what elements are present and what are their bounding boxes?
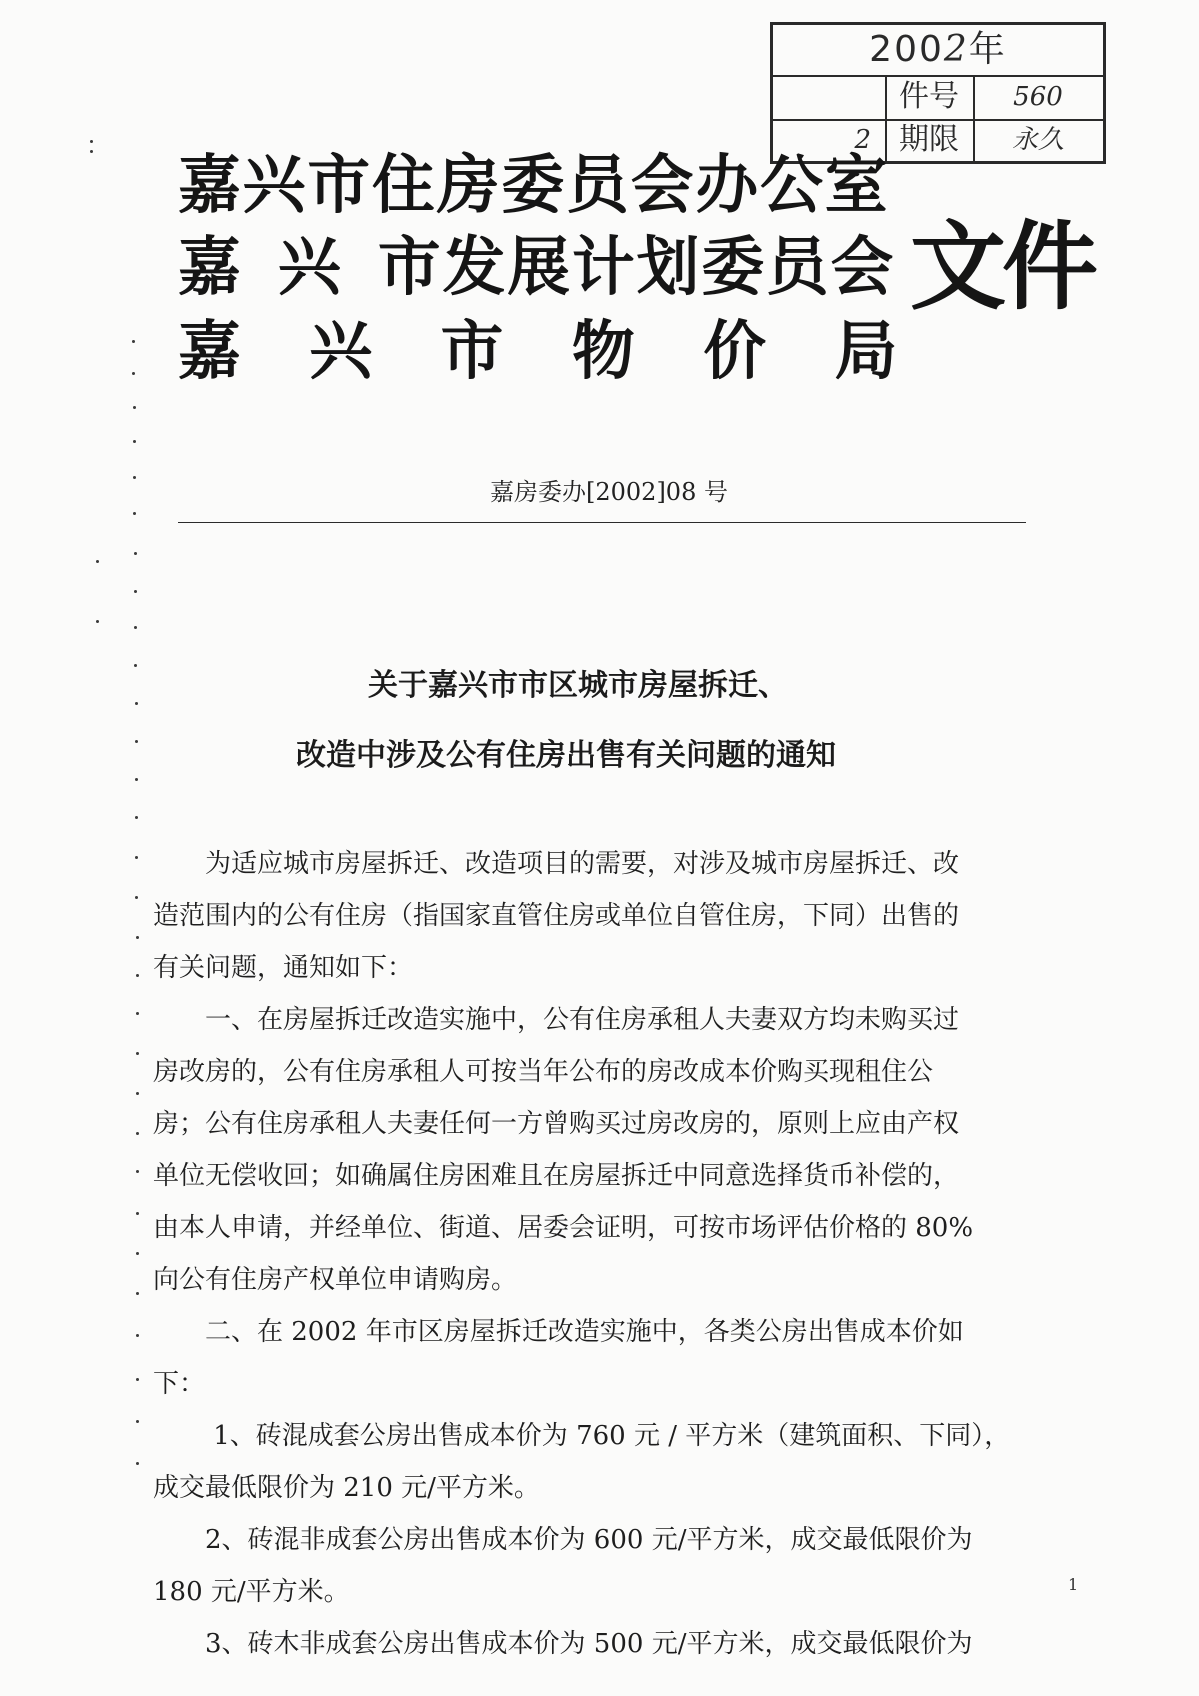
binding-mark xyxy=(135,856,138,859)
body-line: 向公有住房产权单位申请购房。 xyxy=(153,1265,518,1295)
body-line: 房改房的，公有住房承租人可按当年公布的房改成本价购买现租住公 xyxy=(153,1057,934,1087)
binding-mark xyxy=(136,974,139,977)
stamp-term-value: 永久 xyxy=(1011,125,1064,155)
agency-2-rest: 市发展计划委员会 xyxy=(377,231,896,305)
binding-mark xyxy=(132,340,135,343)
binding-mark xyxy=(135,816,138,819)
agency-price-bureau xyxy=(178,315,900,389)
binding-mark xyxy=(136,1132,139,1135)
binding-mark xyxy=(90,140,93,143)
body-line: 3、砖木非成套公房出售成本价为 500 元/平方米，成交最低限价为 xyxy=(153,1629,973,1659)
binding-mark xyxy=(135,896,138,899)
binding-mark xyxy=(136,1292,139,1295)
agency-3-char: 物 xyxy=(571,315,637,389)
page-number: 1 xyxy=(1068,1575,1079,1594)
body-line: 由本人申请，并经单位、街道、居委会证明，可按市场评估价格的 80% xyxy=(153,1213,974,1243)
binding-mark xyxy=(134,664,137,667)
stamp-year-handwritten: 2 xyxy=(943,29,969,70)
binding-mark xyxy=(133,476,136,479)
agency-3-char: 局 xyxy=(834,315,900,389)
document-number: 嘉房委办[2002]08 号 xyxy=(490,478,728,506)
archive-stamp xyxy=(770,22,1106,164)
stamp-year xyxy=(773,25,1103,75)
binding-mark xyxy=(96,620,99,623)
agency-3-char: 嘉 xyxy=(178,315,243,389)
binding-mark xyxy=(136,1334,139,1337)
agency-3-char: 价 xyxy=(703,315,768,389)
notice-title-line-1: 关于嘉兴市市区城市房屋拆迁、 xyxy=(368,668,788,703)
body-line: 一、在房屋拆迁改造实施中，公有住房承租人夫妻双方均未购买过 xyxy=(153,1005,960,1035)
binding-mark xyxy=(96,560,99,563)
body-line: 有关问题，通知如下： xyxy=(153,953,414,983)
binding-mark xyxy=(90,150,93,153)
binding-mark xyxy=(133,440,136,443)
agency-2-char-2: 兴 xyxy=(277,231,343,305)
binding-mark xyxy=(135,740,138,743)
binding-mark xyxy=(133,406,136,409)
body-line: 单位无偿收回；如确属住房困难且在房屋拆迁中同意选择货币补偿的， xyxy=(153,1161,960,1191)
binding-mark xyxy=(136,1012,139,1015)
binding-mark xyxy=(134,552,137,555)
stamp-extra-mark: 2 xyxy=(854,125,871,155)
binding-mark xyxy=(136,1420,139,1423)
agency-housing-committee: 嘉兴市住房委员会办公室 xyxy=(178,149,890,223)
body-line: 二、在 2002 年市区房屋拆迁改造实施中，各类公房出售成本价如 xyxy=(153,1317,964,1347)
agency-2-char-1: 嘉 xyxy=(178,231,243,305)
body-line: 成交最低限价为 210 元/平方米。 xyxy=(153,1473,540,1503)
body-line: 1、砖混成套公房出售成本价为 760 元 / 平方米（建筑面积、下同）， xyxy=(153,1421,1011,1451)
body-line: 为适应城市房屋拆迁、改造项目的需要，对涉及城市房屋拆迁、改 xyxy=(153,849,960,879)
body-line: 180 元/平方米。 xyxy=(153,1577,350,1607)
binding-mark xyxy=(133,512,136,515)
binding-mark xyxy=(136,1378,139,1381)
binding-mark xyxy=(135,778,138,781)
stamp-year-suffix: 年 xyxy=(968,29,1007,70)
body-line: 造范围内的公有住房（指国家直管住房或单位自管住房，下同）出售的 xyxy=(153,901,960,931)
notice-title-line-2: 改造中涉及公有住房出售有关问题的通知 xyxy=(296,738,836,773)
agency-3-char: 兴 xyxy=(309,315,374,389)
binding-mark xyxy=(136,1170,139,1173)
body-line: 2、砖混非成套公房出售成本价为 600 元/平方米，成交最低限价为 xyxy=(153,1525,973,1555)
header-divider xyxy=(178,522,1026,523)
stamp-item-value: 560 xyxy=(1013,82,1063,112)
binding-mark xyxy=(136,1252,139,1255)
agency-planning-committee xyxy=(178,232,895,304)
binding-mark xyxy=(132,372,135,375)
stamp-year-printed: 200 xyxy=(869,29,944,70)
binding-mark xyxy=(134,626,137,629)
agency-3-char: 市 xyxy=(440,315,506,389)
stamp-item-label: 件号 xyxy=(899,79,959,114)
document-label: 文件 xyxy=(910,211,1094,323)
binding-mark xyxy=(136,1462,139,1465)
binding-mark xyxy=(136,1052,139,1055)
binding-mark xyxy=(136,1212,139,1215)
body-line: 房；公有住房承租人夫妻任何一方曾购买过房改房的，原则上应由产权 xyxy=(153,1109,960,1139)
binding-mark xyxy=(135,702,138,705)
binding-mark xyxy=(136,936,139,939)
binding-mark xyxy=(136,1092,139,1095)
stamp-term-label: 期限 xyxy=(899,122,959,157)
body-line: 下： xyxy=(153,1369,206,1399)
binding-mark xyxy=(134,590,137,593)
